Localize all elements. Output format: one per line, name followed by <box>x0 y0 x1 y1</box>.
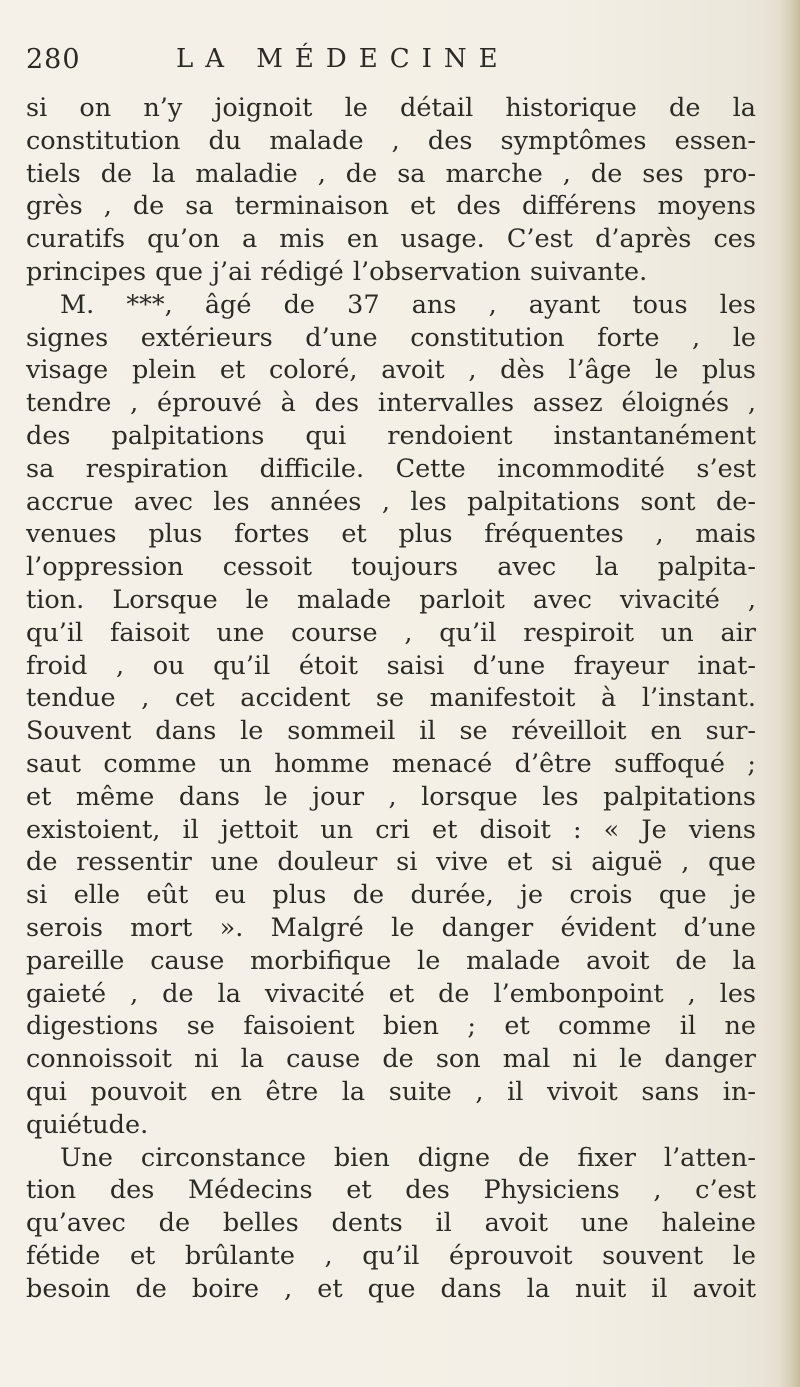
text-line: principes que j’ai rédigé l’observation suivante. <box>26 256 648 287</box>
text-line: visage plein et coloré, avoit , dès l’âge le plus <box>26 355 756 386</box>
text-line: l’oppression cessoit toujours avec la palpita- <box>26 552 756 583</box>
text-line: serois mort ». Malgré le danger évident d’une <box>26 912 756 943</box>
text-line: qu’avec de belles dents il avoit une haleine <box>26 1208 756 1239</box>
page-gutter-shadow <box>778 0 800 1387</box>
text-line: constitution du malade , des symptômes essen- <box>26 125 756 156</box>
text-line: quiétude. <box>26 1109 149 1140</box>
text-line: de ressentir une douleur si vive et si aiguë , que <box>26 847 756 878</box>
text-line: et même dans le jour , lorsque les palpitations <box>26 781 756 812</box>
text-line: si on n’y joignoit le détail historique de la <box>26 93 756 123</box>
text-line: sa respiration difficile. Cette incommodité s’est <box>26 453 756 484</box>
text-line: gaieté , de la vivacité et de l’embonpoint , les <box>26 978 756 1009</box>
text-line: si elle eût eu plus de durée, je crois que je <box>26 880 756 911</box>
text-line: digestions se faisoient bien ; et comme il ne <box>26 1011 756 1042</box>
text-line: tion. Lorsque le malade parloit avec vivacité , <box>26 584 756 615</box>
text-line: venues plus fortes et plus fréquentes , mais <box>26 519 756 550</box>
text-line: qui pouvoit en être la suite , il vivoit sans in- <box>26 1076 756 1107</box>
text-line: signes extérieurs d’une constitution forte , le <box>26 322 756 353</box>
text-line: existoient, il jettoit un cri et disoit : « Je viens <box>26 814 756 845</box>
text-line: fétide et brûlante , qu’il éprouvoit souvent le <box>26 1240 756 1271</box>
running-title: LA MÉDECINE <box>176 44 510 74</box>
body-text <box>26 92 756 1305</box>
text-line: des palpitations qui rendoient instantanément <box>26 420 756 451</box>
text-line: pareille cause morbifique le malade avoit de la <box>26 945 756 976</box>
page-number: 280 <box>26 44 81 75</box>
text-line: curatifs qu’on a mis en usage. C’est d’après ces <box>26 224 756 255</box>
text-line: Souvent dans le sommeil il se réveilloit en sur- <box>26 716 756 747</box>
text-line: froid , ou qu’il étoit saisi d’une frayeur inat- <box>26 650 756 681</box>
text-line: M. ***, âgé de 37 ans , ayant tous les <box>60 289 756 320</box>
text-line: qu’il faisoit une course , qu’il respiroit un air <box>26 617 756 648</box>
text-line: besoin de boire , et que dans la nuit il avoit <box>26 1273 756 1304</box>
text-line: grès , de sa terminaison et des différens moyens <box>26 191 756 222</box>
text-line: tiels de la maladie , de sa marche , de ses pro- <box>26 158 756 189</box>
text-line: connoissoit ni la cause de son mal ni le danger <box>26 1044 756 1075</box>
text-line: accrue avec les années , les palpitations sont de- <box>26 486 756 517</box>
text-line: tendue , cet accident se manifestoit à l’instant. <box>26 683 756 714</box>
text-line: tendre , éprouvé à des intervalles assez éloignés , <box>26 388 756 419</box>
page-header <box>26 44 766 84</box>
text-line: tion des Médecins et des Physiciens , c’est <box>26 1175 756 1206</box>
text-line: saut comme un homme menacé d’être suffoqué ; <box>26 748 756 779</box>
text-line: Une circonstance bien digne de fixer l’atten- <box>60 1142 756 1173</box>
